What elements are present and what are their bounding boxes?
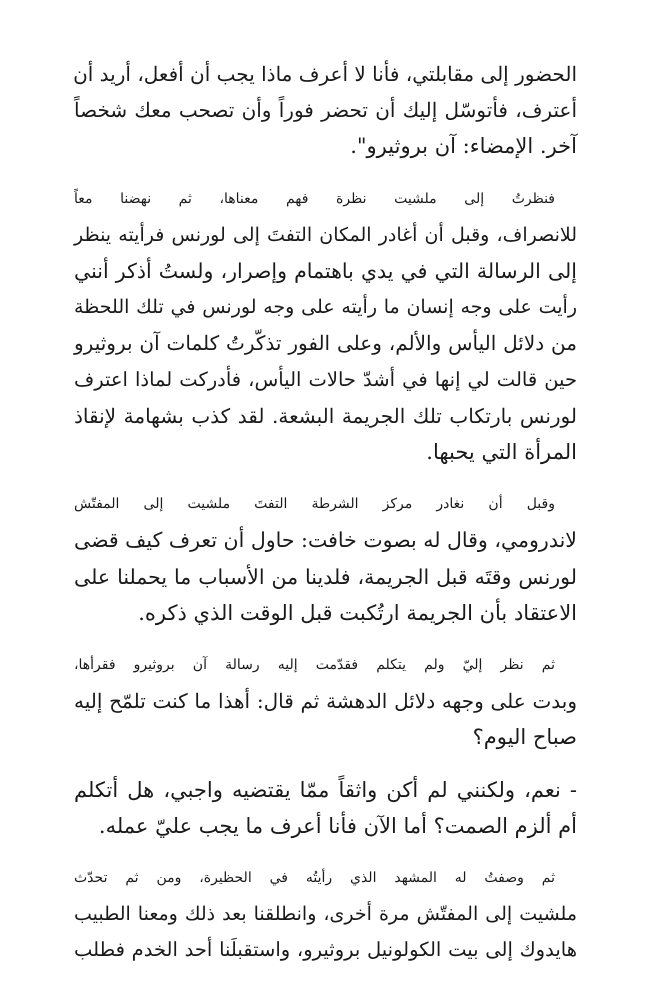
paragraph-4 bbox=[74, 647, 577, 756]
paragraph-3 bbox=[74, 486, 577, 631]
text-line: ملشيت إلى المفتّش مرة أخرى، وانطلقنا بعد ذلك ومعنا الطبيب bbox=[74, 903, 577, 926]
text-line: صباح اليوم؟ bbox=[472, 725, 577, 750]
paragraph-2 bbox=[74, 181, 577, 471]
paragraph-1 bbox=[74, 56, 577, 165]
text-line: الاعتقاد بأن الجريمة ارتُكبت قبل الوقت الذي ذكره. bbox=[138, 600, 577, 625]
text-line: أم ألزم الصمت؟ أما الآن فأنا أعرف ما يجب عليّ عمله. bbox=[98, 813, 577, 838]
text-line: الحضور إلى مقابلتي، فأنا لا أعرف ماذا يجب أن أفعل، أريد أن bbox=[73, 62, 577, 86]
text-line: للانصراف، وقبل أن أغادر المكان التفتَ إلى لورنس فرأيته ينظر bbox=[74, 223, 577, 246]
text-line: وقبل أن نغادر مركز الشرطة التفتَ ملشيت إلى المفتّش bbox=[74, 496, 555, 513]
text-line: لورنس بارتكاب تلك الجريمة البشعة. لقد كذب بشهامة لإنقاذ bbox=[74, 403, 577, 428]
text-line: أعترف، فأتوسّل إليك أن تحضر فوراً وأن تصحب معك شخصاً bbox=[74, 98, 577, 123]
text-line: آخر. الإمضاء: آن بروثيرو". bbox=[350, 134, 577, 159]
paragraph-5 bbox=[74, 772, 577, 844]
text-line: المرأة التي يحبها. bbox=[426, 440, 577, 465]
text-line: رأيت على وجه إنسان ما رأيته على وجه لورنس في تلك اللحظة bbox=[74, 296, 577, 319]
text-line: حين قالت لي إنها في أشدّ حالات اليأس، فأدركت لماذا اعترف bbox=[74, 367, 577, 391]
paragraph-6 bbox=[74, 860, 577, 969]
text-line: ثم نظر إليّ ولم يتكلم فقدّمت إليه رسالة آن بروثيرو فقرأها، bbox=[74, 657, 555, 674]
text-line: لاندرومي، وقال له بصوت خافت: حاول أن تعرف كيف قضى bbox=[74, 528, 577, 553]
text-line: - نعم، ولكنني لم أكن واثقاً ممّا يقتضيه واجبي، هل أتكلم bbox=[74, 777, 577, 802]
text-line: وبدت على وجهه دلائل الدهشة ثم قال: أهذا ما كنت تلمّح إليه bbox=[74, 689, 577, 714]
text-line: لورنس وقتَه قبل الجريمة، فلدينا من الأسباب ما يحملنا على bbox=[74, 564, 577, 589]
text-line: فنظرتُ إلى ملشيت نظرة فهم معناها، ثم نهضنا معاً bbox=[74, 190, 555, 207]
text-line: هايدوك إلى بيت الكولونيل بروثيرو، واستقبلَنا أحد الخدم فطلب bbox=[74, 938, 577, 962]
text-line: ثم وصفتُ له المشهد الذي رأيتُه في الحظيرة، ومن ثم تحدّث bbox=[74, 870, 555, 887]
text-line: إلى الرسالة التي في يدي باهتمام وإصرار، ولستُ أذكر أنني bbox=[74, 259, 577, 284]
text-line: من دلائل اليأس والألم، وعلى الفور تذكّرتُ كلمات آن بروثيرو bbox=[74, 331, 577, 356]
